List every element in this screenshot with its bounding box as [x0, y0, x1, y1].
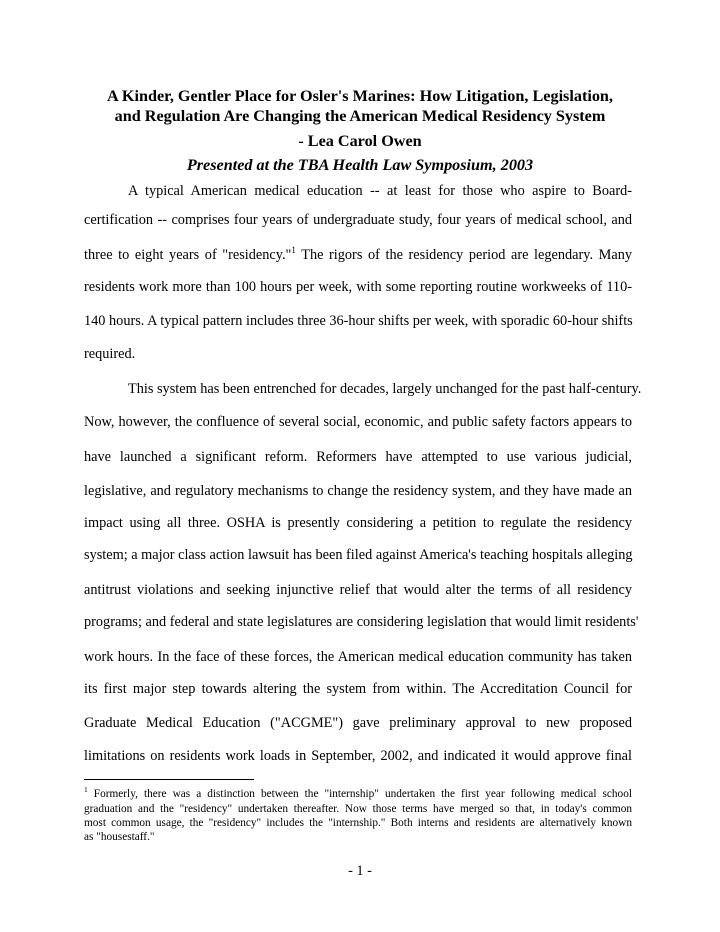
paragraph-2-line-5: impact using all three. OSHA is presently considering a petition to regulate the residency — [84, 515, 632, 531]
paragraph-2-line-2: Now, however, the confluence of several social, economic, and public safety factors appears to — [84, 414, 632, 430]
paragraph-2-line-11: Graduate Medical Education ("ACGME") gave preliminary approval to new proposed — [84, 715, 632, 731]
paragraph-1-line-3-post: The rigors of the residency period are legendary. Many — [295, 247, 632, 263]
paragraph-1-line-4: residents work more than 100 hours per week, with some reporting routine workweeks of 110- — [84, 279, 632, 295]
paragraph-2-line-8: programs; and federal and state legislatures are considering legislation that would limit residents' — [84, 614, 639, 630]
paragraph-2-line-3: have launched a significant reform. Reformers have attempted to use various judicial, — [84, 449, 632, 465]
paragraph-1-line-5: 140 hours. A typical pattern includes three 36-hour shifts per week, with sporadic 60-hour shifts — [84, 313, 633, 329]
footnote-reference: 1 — [291, 245, 296, 256]
paragraph-2-line-10: its first major step towards altering the system from within. The Accreditation Council for — [84, 681, 632, 697]
paragraph-1-line-3 — [84, 246, 632, 264]
footnote-marker: 1 — [84, 785, 88, 795]
paragraph-1-line-2: certification -- comprises four years of undergraduate study, four years of medical school, and — [84, 212, 632, 228]
paragraph-2-line-1: This system has been entrenched for decades, largely unchanged for the past half-century. — [128, 381, 642, 397]
presented-line: Presented at the TBA Health Law Symposium, 2003 — [186, 156, 534, 174]
footnote-separator — [84, 779, 254, 780]
footnote-line-3: most common usage, the "residency" includes the "internship." Both interns and residents are alternatively known — [84, 817, 632, 829]
paragraph-1-line-3-pre: three to eight years of "residency." — [84, 247, 292, 263]
footnote-line-1-text: Formerly, there was a distinction between the "internship" undertaken the first year following medical school — [93, 788, 632, 800]
title-line-2: and Regulation Are Changing the American Medical Residency System — [114, 107, 606, 125]
paragraph-2-line-9: work hours. In the face of these forces, the American medical education community has taken — [84, 649, 632, 665]
paragraph-1-line-1: A typical American medical education -- at least for those who aspire to Board- — [128, 183, 632, 199]
author-line: - Lea Carol Owen — [298, 132, 422, 150]
paragraph-2-line-4: legislative, and regulatory mechanisms to change the residency system, and they have made an — [84, 483, 632, 499]
paragraph-2-line-6: system; a major class action lawsuit has been filed against America's teaching hospitals alleging — [84, 547, 633, 563]
title-line-1: A Kinder, Gentler Place for Osler's Marines: How Litigation, Legislation, — [107, 87, 613, 105]
footnote-line-1 — [84, 787, 632, 801]
footnote-line-4: as "housestaff." — [84, 831, 155, 843]
paragraph-2-line-12: limitations on residents work loads in September, 2002, and indicated it would approve final — [84, 748, 632, 764]
footnote-line-2: graduation and the "residency" undertaken thereafter. Now those terms have merged so that, in today's common — [84, 803, 632, 815]
paragraph-2-line-7: antitrust violations and seeking injunctive relief that would alter the terms of all residency — [84, 582, 632, 598]
paragraph-1-line-6: required. — [84, 346, 136, 362]
page-number: - 1 - — [348, 863, 372, 879]
